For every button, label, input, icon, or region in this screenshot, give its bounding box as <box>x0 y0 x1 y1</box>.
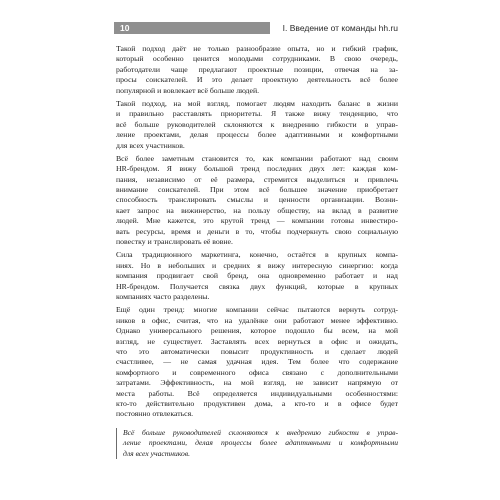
chapter-title: I. Введение от команды hh.ru <box>282 23 398 33</box>
body-text <box>116 44 398 423</box>
text-line: просы соискателей. И это делает проектную деятельность всё более <box>116 75 398 85</box>
page-number: 10 <box>120 23 130 33</box>
text-line: комфортного и современного офиса связано с дополнительными <box>116 367 398 377</box>
text-line: взгляд, не существует. Заставлять всех вернуться в офис и ожидать, <box>116 336 398 346</box>
text-line: повестку и транслировать её вовне. <box>116 237 233 247</box>
text-line: для всех участников. <box>116 140 185 150</box>
paragraph <box>116 305 398 419</box>
quote-line: Всё больше руководителей склоняются к внедрению гибкости в управ- <box>123 428 398 437</box>
text-line: затратами. Эффективность, на мой взгляд, не зависит напрямую от <box>116 378 398 388</box>
text-line: популярной и вовлекает всё больше людей. <box>116 85 260 95</box>
text-line: ление проектами, делая процессы более адаптивными и комфортными <box>116 130 398 140</box>
text-line: кто-то действительно продуктивен дома, а кто-то и в офисе будет <box>116 398 398 408</box>
text-line: Всё более заметным становится то, как компании работают над своим <box>116 153 398 163</box>
text-line: работодатели чаще предлагают проектные позиции, отвечая на за- <box>116 64 398 74</box>
quote-line: для всех участников. <box>123 448 191 458</box>
text-line: Такой подход, на мой взгляд, помогает людям находить баланс в жизни <box>116 98 398 108</box>
text-line: компаниях часто разделены. <box>116 291 210 301</box>
text-line: кает запрос на вижинерство, на пользу обществу, на вклад в развитие <box>116 205 398 215</box>
text-line: постоянно отвлекаться. <box>116 409 194 419</box>
paragraph <box>116 154 398 248</box>
text-line: что это автоматически повысит продуктивность и сделает людей <box>116 346 398 356</box>
text-line: который особенно ценится молодыми сотрудниками. В свою очередь, <box>116 54 398 64</box>
text-line: всё больше руководителей склоняются к внедрению гибкости в управ- <box>116 119 398 129</box>
quote-line: ление проектами, делая процессы более адаптивными и комфортными <box>123 438 398 448</box>
running-header <box>114 22 398 34</box>
text-line: людей. Мне кажется, это крутой тренд — компании готовы инвестиро- <box>116 216 398 226</box>
text-line: HR-брендом. Я вижу большой тренд последних двух лет: каждая ком- <box>116 164 398 174</box>
text-line: Такой подход даёт не только разнообразие опыта, но и гибкий график, <box>116 44 398 53</box>
text-line: пания, независимо от её размера, стремится выделиться и привлечь <box>116 174 398 184</box>
text-line: HR-брендом. Получается связка двух функций, которые в крупных <box>116 281 398 291</box>
text-line: вать ресурсы, время и деньги в то, чтобы подчеркнуть свою социальную <box>116 226 398 236</box>
text-line: ниях. Но в небольших и средних я вижу интересную синергию: когда <box>116 260 398 270</box>
text-line: внимание соискателей. При этом всё большее значение приобретает <box>116 185 398 195</box>
text-line: ников в офис, считая, что на удалёнке они работают менее эффективно. <box>116 315 398 325</box>
paragraph <box>116 99 398 151</box>
text-line: Однако универсального решения, которое подошло бы всем, на мой <box>116 326 398 336</box>
paragraph <box>116 44 398 96</box>
text-line: места работы. Всё определяется индивидуальными особенностями: <box>116 388 398 398</box>
text-line: и правильно расставлять приоритеты. Я также вижу тенденцию, что <box>116 109 398 119</box>
text-line: Сила традиционного маркетинга, конечно, остаётся в крупных компа- <box>116 250 398 260</box>
paragraph <box>116 250 398 302</box>
text-line: счастливее, — не самая удачная идея. Тем более что содержание <box>116 357 398 367</box>
text-line: компания продвигает свой бренд, она одновременно работает и над <box>116 271 398 281</box>
text-line: способность транслировать смыслы и ценности организации. Возни- <box>116 195 398 205</box>
pull-quote <box>116 428 398 459</box>
page-number-box <box>114 22 270 34</box>
text-line: Ещё один тренд: многие компании сейчас пытаются вернуть сотруд- <box>116 305 398 315</box>
